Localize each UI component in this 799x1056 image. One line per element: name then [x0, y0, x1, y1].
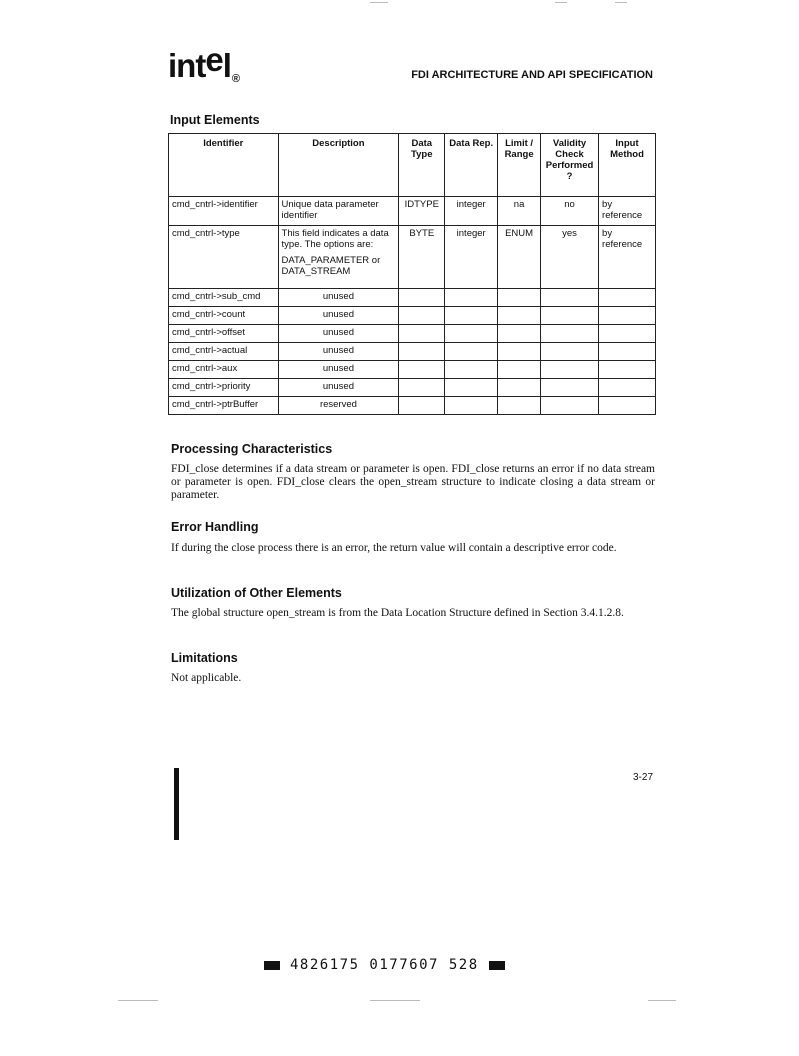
table-cell — [541, 379, 599, 397]
table-cell — [399, 397, 445, 415]
table-cell — [498, 343, 541, 361]
table-row — [169, 226, 656, 289]
error-handling-heading: Error Handling — [171, 520, 259, 534]
logo-e: e — [205, 41, 223, 78]
table-cell — [445, 307, 498, 325]
table-cell — [498, 325, 541, 343]
table-cell — [541, 361, 599, 379]
table-cell: unused — [278, 361, 399, 379]
table-cell — [599, 325, 656, 343]
table-row — [169, 361, 656, 379]
table-cell — [445, 361, 498, 379]
table-cell — [599, 307, 656, 325]
table-cell: unused — [278, 289, 399, 307]
table-cell: no — [541, 197, 599, 226]
table-cell — [399, 307, 445, 325]
column-header: Data Type — [399, 134, 445, 197]
error-handling-text: If during the close process there is an error, the return value will contain a descriptive error code. — [171, 542, 617, 554]
table-cell: na — [498, 197, 541, 226]
table-cell — [498, 379, 541, 397]
table-cell: BYTE — [399, 226, 445, 289]
table-row — [169, 397, 656, 415]
processing-heading: Processing Characteristics — [171, 442, 333, 456]
table-cell: by reference — [599, 197, 656, 226]
table-cell: cmd_cntrl->actual — [169, 343, 279, 361]
limitations-heading: Limitations — [171, 651, 238, 665]
table-cell — [599, 343, 656, 361]
table-row — [169, 325, 656, 343]
table-cell — [445, 325, 498, 343]
scan-mark — [615, 2, 627, 3]
column-header: Limit / Range — [498, 134, 541, 197]
scan-mark — [648, 1000, 676, 1001]
table-cell — [541, 325, 599, 343]
table-row — [169, 343, 656, 361]
change-bar — [174, 768, 179, 840]
table-cell: cmd_cntrl->sub_cmd — [169, 289, 279, 307]
table-cell — [599, 289, 656, 307]
scan-mark — [118, 1000, 158, 1001]
table-cell: Unique data parameter identifier — [278, 197, 399, 226]
table-cell — [278, 226, 399, 289]
column-header: Description — [278, 134, 399, 197]
table-cell — [445, 289, 498, 307]
table-cell — [445, 379, 498, 397]
table-cell — [399, 361, 445, 379]
table-row — [169, 197, 656, 226]
barcode-block-left — [264, 961, 280, 970]
type-description: This field indicates a data type. The options are: — [281, 228, 389, 250]
table-cell — [498, 289, 541, 307]
table-cell: cmd_cntrl->count — [169, 307, 279, 325]
type-options: DATA_PARAMETER or DATA_STREAM — [281, 255, 381, 277]
column-header: Data Rep. — [445, 134, 498, 197]
scan-mark — [370, 2, 388, 3]
table-row — [169, 307, 656, 325]
table-cell: by reference — [599, 226, 656, 289]
input-elements-heading: Input Elements — [170, 113, 260, 127]
table-cell: unused — [278, 307, 399, 325]
table-cell — [599, 361, 656, 379]
table-cell — [541, 289, 599, 307]
table-cell: unused — [278, 379, 399, 397]
barcode-line — [264, 957, 505, 973]
logo-text: int — [168, 47, 206, 84]
table-cell — [498, 361, 541, 379]
table-cell: cmd_cntrl->ptrBuffer — [169, 397, 279, 415]
table-cell: reserved — [278, 397, 399, 415]
table-cell: integer — [445, 226, 498, 289]
table-cell: integer — [445, 197, 498, 226]
utilization-text: The global structure open_stream is from the Data Location Structure defined in Section 3.4.1.2.8. — [171, 607, 624, 619]
table-cell — [498, 307, 541, 325]
column-header: Validity Check Performed ? — [541, 134, 599, 197]
table-cell — [445, 397, 498, 415]
scan-mark — [555, 2, 567, 3]
table-cell: cmd_cntrl->identifier — [169, 197, 279, 226]
table-cell — [498, 397, 541, 415]
table-cell — [541, 307, 599, 325]
table-row — [169, 379, 656, 397]
table-cell — [445, 343, 498, 361]
document-title: FDI ARCHITECTURE AND API SPECIFICATION — [411, 69, 653, 81]
table-cell: unused — [278, 325, 399, 343]
barcode-text: 4826175 0177607 528 — [290, 957, 479, 973]
column-header: Input Method — [599, 134, 656, 197]
table-cell — [541, 343, 599, 361]
table-cell: cmd_cntrl->offset — [169, 325, 279, 343]
column-header: Identifier — [169, 134, 279, 197]
limitations-text: Not applicable. — [171, 672, 242, 684]
logo-l: l — [222, 47, 231, 84]
table-header-row — [169, 134, 656, 197]
intel-logo — [168, 41, 239, 85]
table-cell — [399, 289, 445, 307]
table-cell: cmd_cntrl->priority — [169, 379, 279, 397]
utilization-heading: Utilization of Other Elements — [171, 586, 342, 600]
processing-text: FDI_close determines if a data stream or parameter is open. FDI_close returns an error if no data stream or parameter is open. FDI_close clears the open_stream structure to indicate closing a data stream or parameter. — [171, 463, 655, 501]
table-cell: cmd_cntrl->aux — [169, 361, 279, 379]
table-cell: IDTYPE — [399, 197, 445, 226]
table-cell: cmd_cntrl->type — [169, 226, 279, 289]
barcode-block-right — [489, 961, 505, 970]
table-cell — [399, 343, 445, 361]
table-cell — [541, 397, 599, 415]
table-cell — [599, 397, 656, 415]
logo-registered-mark: ® — [231, 73, 239, 85]
table-cell — [399, 379, 445, 397]
table-row — [169, 289, 656, 307]
table-cell: yes — [541, 226, 599, 289]
input-elements-table — [168, 133, 656, 415]
table-cell — [399, 325, 445, 343]
table-cell: unused — [278, 343, 399, 361]
scan-mark — [370, 1000, 420, 1001]
page-number: 3-27 — [633, 772, 654, 783]
table-cell — [599, 379, 656, 397]
table-cell: ENUM — [498, 226, 541, 289]
